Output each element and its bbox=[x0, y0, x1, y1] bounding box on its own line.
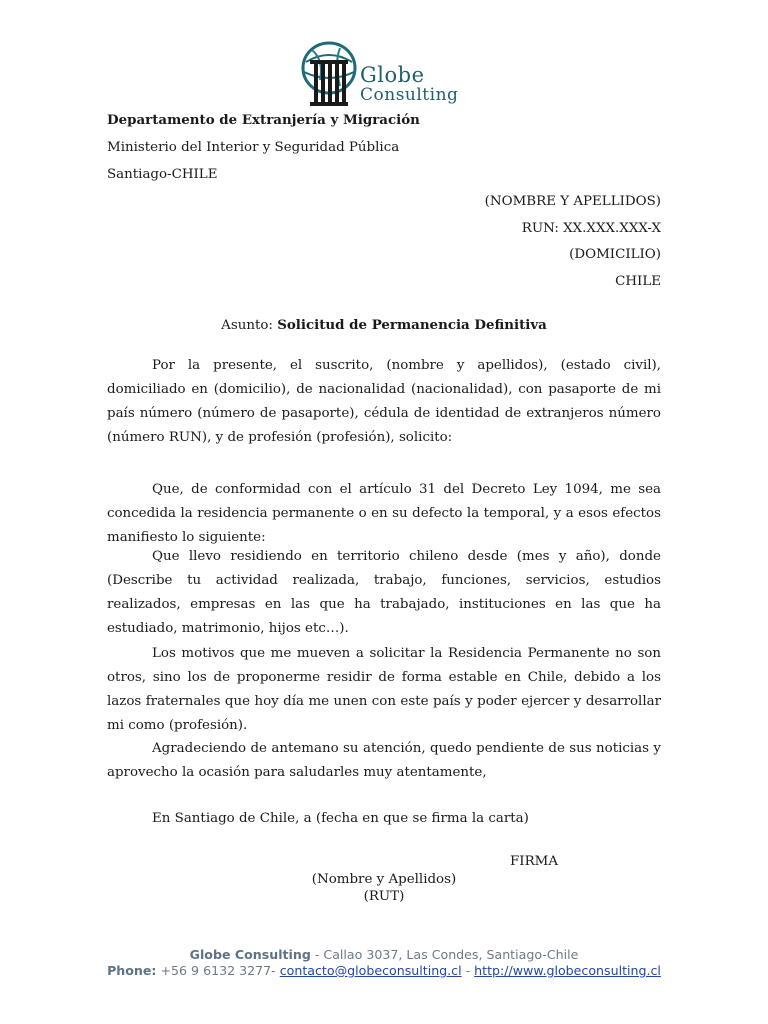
subject-text: Solicitud de Permanencia Definitiva bbox=[277, 317, 547, 333]
recipient-city: Santiago-CHILE bbox=[107, 167, 218, 182]
body-paragraph-3 bbox=[107, 545, 661, 641]
sender-run: RUN: XX.XXX.XXX-X bbox=[521, 221, 661, 236]
footer-line-2 bbox=[0, 963, 768, 979]
sender-country: CHILE bbox=[615, 274, 661, 289]
footer-separator: - bbox=[461, 963, 475, 978]
body-paragraph-1-text: Por la presente, el suscrito, (nombre y apellidos), (estado civil), domiciliado en (domicilio), de nacionalidad (nacionalidad), con pasaporte de mi país número (número de pasaporte), cédula de identidad de extranjeros número (número RUN), y de profesión (profesión), solicito: bbox=[107, 358, 661, 445]
signature-rut: (RUT) bbox=[363, 889, 405, 904]
body-paragraph-5 bbox=[107, 737, 661, 785]
body-paragraph-3-text: Que llevo residiendo en territorio chileno desde (mes y año), donde (Describe tu actividad realizada, trabajo, funciones, servicios, estudios realizados, empresas en las que ha trabajado, instituciones en las que ha estudiado, matrimonio, hijos etc…). bbox=[107, 549, 661, 636]
logo-wordmark bbox=[360, 65, 458, 104]
footer-company: Globe Consulting bbox=[189, 947, 311, 962]
subject-line bbox=[0, 317, 768, 334]
body-paragraph-6 bbox=[107, 807, 661, 831]
footer-email-link[interactable]: contacto@globeconsulting.cl bbox=[279, 963, 462, 978]
signature-name: (Nombre y Apellidos) bbox=[311, 872, 457, 887]
body-paragraph-1 bbox=[107, 354, 661, 450]
sender-address: (DOMICILIO) bbox=[569, 247, 661, 262]
recipient-ministry: Ministerio del Interior y Seguridad Pública bbox=[107, 140, 400, 155]
logo-name-line1: Globe bbox=[360, 63, 425, 87]
body-paragraph-6-text: En Santiago de Chile, a (fecha en que se firma la carta) bbox=[152, 811, 529, 826]
recipient-department: Departamento de Extranjería y Migración bbox=[107, 112, 420, 128]
footer-phone-label: Phone: bbox=[107, 963, 157, 978]
body-paragraph-5-text: Agradeciendo de antemano su atención, quedo pendiente de sus noticias y aprovecho la ocasión para saludarles muy atentamente, bbox=[107, 741, 661, 780]
body-paragraph-2 bbox=[107, 478, 661, 550]
footer-address: - Callao 3037, Las Condes, Santiago-Chile bbox=[310, 947, 579, 962]
footer-website-link[interactable]: http://www.globeconsulting.cl bbox=[474, 963, 661, 978]
logo-name-line2: Consulting bbox=[360, 85, 459, 105]
footer-phone: +56 9 6132 3277- bbox=[156, 963, 280, 978]
globe-columns-logo-icon bbox=[300, 40, 358, 108]
sender-name: (NOMBRE Y APELLIDOS) bbox=[484, 194, 661, 209]
body-paragraph-4-text: Los motivos que me mueven a solicitar la Residencia Permanente no son otros, sino los de proponerme residir de forma estable en Chile, debido a los lazos fraternales que hoy día me unen con este país y poder ejercer y desarrollar mi como (profesión). bbox=[107, 646, 661, 733]
signature-label: FIRMA bbox=[510, 854, 559, 869]
body-paragraph-2-text: Que, de conformidad con el artículo 31 del Decreto Ley 1094, me sea concedida la residencia permanente o en su defecto la temporal, y a esos efectos manifiesto lo siguiente: bbox=[107, 482, 661, 545]
body-paragraph-4 bbox=[107, 642, 661, 738]
footer-line-1 bbox=[0, 947, 768, 963]
subject-label: Asunto: bbox=[221, 318, 278, 333]
company-logo bbox=[300, 40, 480, 112]
